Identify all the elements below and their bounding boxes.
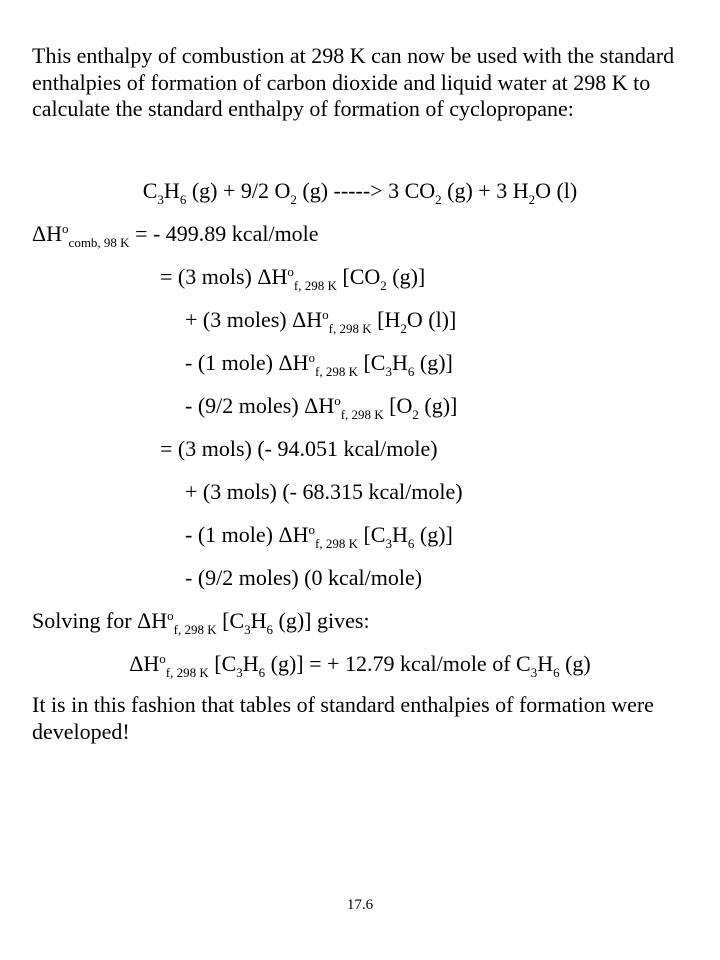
equation-line-3: - (1 mole) $\Delta H^o_{f, 298 K}$ [$C_3H_6$ (g)]: [185, 350, 453, 379]
outro-paragraph: It is in this fashion that tables of standard enthalpies of formation were developed!: [32, 692, 654, 744]
reaction-equation: $C_3H_6$ (g) + 9/2 $O_2$ (g) -----> 3 $CO_2$ (g) + 3 $H_2O$ (l): [142, 178, 578, 207]
result-line: $\Delta H^o_{f, 298 K}$ [$C_3H_6$ (g)] = + 12.79 kcal/mole of $C_3H_6$ (g): [129, 651, 591, 680]
equation-line-8: - (9/2 moles) (0 kcal/mole): [185, 565, 423, 590]
equation-line-7: - (1 mole) $\Delta H^o_{f, 298 K}$ [$C_3H_6$ (g)]: [185, 522, 453, 551]
intro-paragraph: This enthalpy of combustion at 298 K can now be used with the standard enthalpies of formation of carbon dioxide and liquid water at 298 K to calculate the standard enthalpy of formation of cyclopropane:: [32, 43, 675, 121]
solving-line: Solving for $\Delta H^o_{f, 298 K}$ [$C_3H_6$ (g)] gives:: [32, 608, 370, 637]
page-number: 17.6: [346, 897, 374, 913]
equation-line-5: = (3 mols) (- 94.051 kcal/mole): [160, 436, 438, 461]
equation-line-1: = (3 mols) $\Delta H^o_{f, 298 K}$ [$CO_2$ (g)]: [160, 264, 426, 293]
equation-line-2: + (3 moles) $\Delta H^o_{f, 298 K}$ [$H_2O$ (l)]: [185, 307, 457, 336]
equation-line-4: - (9/2 moles) $\Delta H^o_{f, 298 K}$ [$O_2$ (g)]: [185, 393, 458, 422]
equation-line-6: + (3 mols) (- 68.315 kcal/mole): [185, 479, 463, 504]
delta-h-comb-line: $\Delta H^o_{comb, 98 K}$ = - 499.89 kcal/mole: [32, 221, 319, 250]
